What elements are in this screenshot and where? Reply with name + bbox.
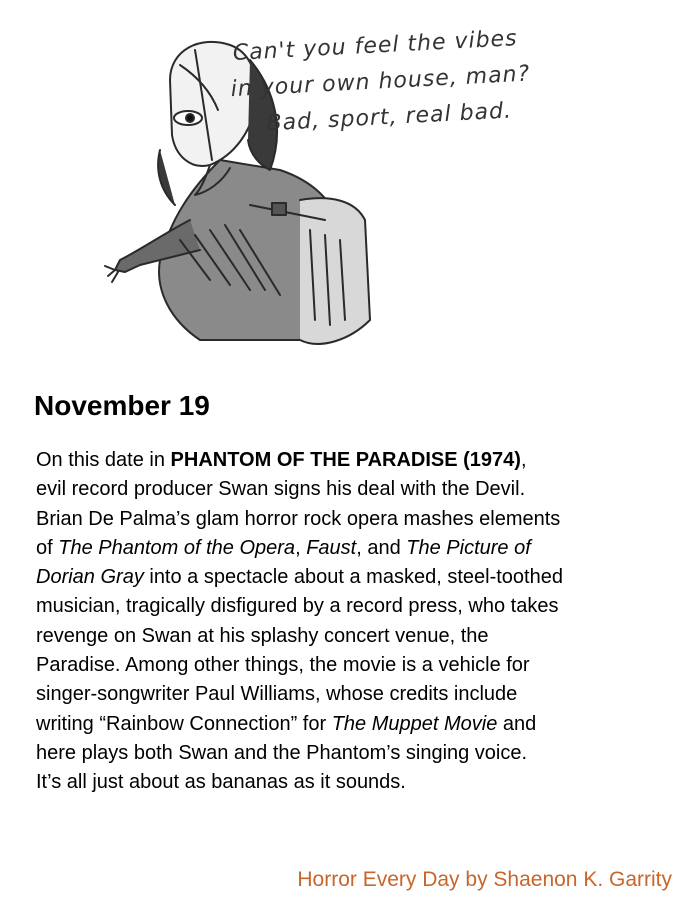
speech-line: Bad, sport, real bad. <box>265 98 513 137</box>
body-text-run: singer-songwriter Paul Williams, whose credits include <box>36 683 518 706</box>
credit-line: Horror Every Day by Shaenon K. Garrity <box>297 868 672 891</box>
body-text-run: writing “Rainbow Connection” for <box>36 712 332 735</box>
film-title: PHANTOM OF THE PARADISE (1974) <box>170 449 521 471</box>
body-text-run: , <box>520 449 527 471</box>
work-title: The Muppet Movie <box>331 712 498 735</box>
body-line <box>36 592 676 621</box>
body-line <box>36 563 676 592</box>
body-text-run: revenge on Swan at his splashy concert venue, the <box>36 624 489 647</box>
body-line <box>36 534 676 563</box>
body-line <box>36 651 676 680</box>
body-line <box>36 475 676 504</box>
body-line <box>36 739 676 768</box>
work-title: The Picture of <box>406 536 531 559</box>
body-text-run: Brian De Palma’s glam horror rock opera mashes elements <box>36 507 561 530</box>
body-text-run: , <box>295 536 307 559</box>
body-text-run: musician, tragically disfigured by a record press, who takes <box>36 595 559 618</box>
body-text-run: On this date in <box>36 449 171 471</box>
body-text-run: into a spectacle about a masked, steel-toothed <box>143 566 563 589</box>
body-line <box>36 710 676 739</box>
body-text-run: evil record producer Swan signs his deal with the Devil. <box>36 478 526 501</box>
work-title: The Phantom of the Opera <box>58 536 296 559</box>
body-line <box>36 622 676 651</box>
body-line <box>36 446 676 475</box>
body-text-run: It’s all just about as bananas as it sounds. <box>36 771 406 794</box>
body-text-run: , and <box>356 536 407 559</box>
body-line <box>36 505 676 534</box>
entry-body-text <box>36 446 676 798</box>
body-text-run: and <box>497 712 537 735</box>
work-title: Faust <box>306 536 357 559</box>
speech-line: in your own house, man? <box>230 61 531 103</box>
entry-date-heading: November 19 <box>34 390 210 421</box>
body-text-run: here plays both Swan and the Phantom’s singing voice. <box>36 741 528 764</box>
body-text-run: Paradise. Among other things, the movie is a vehicle for <box>36 654 530 677</box>
speech-text <box>232 17 597 144</box>
work-title: Dorian Gray <box>36 566 144 589</box>
body-line <box>36 680 676 709</box>
body-text-run: of <box>36 536 59 559</box>
body-line <box>36 768 676 797</box>
speech-line: Can't you feel the vibes <box>232 26 519 66</box>
